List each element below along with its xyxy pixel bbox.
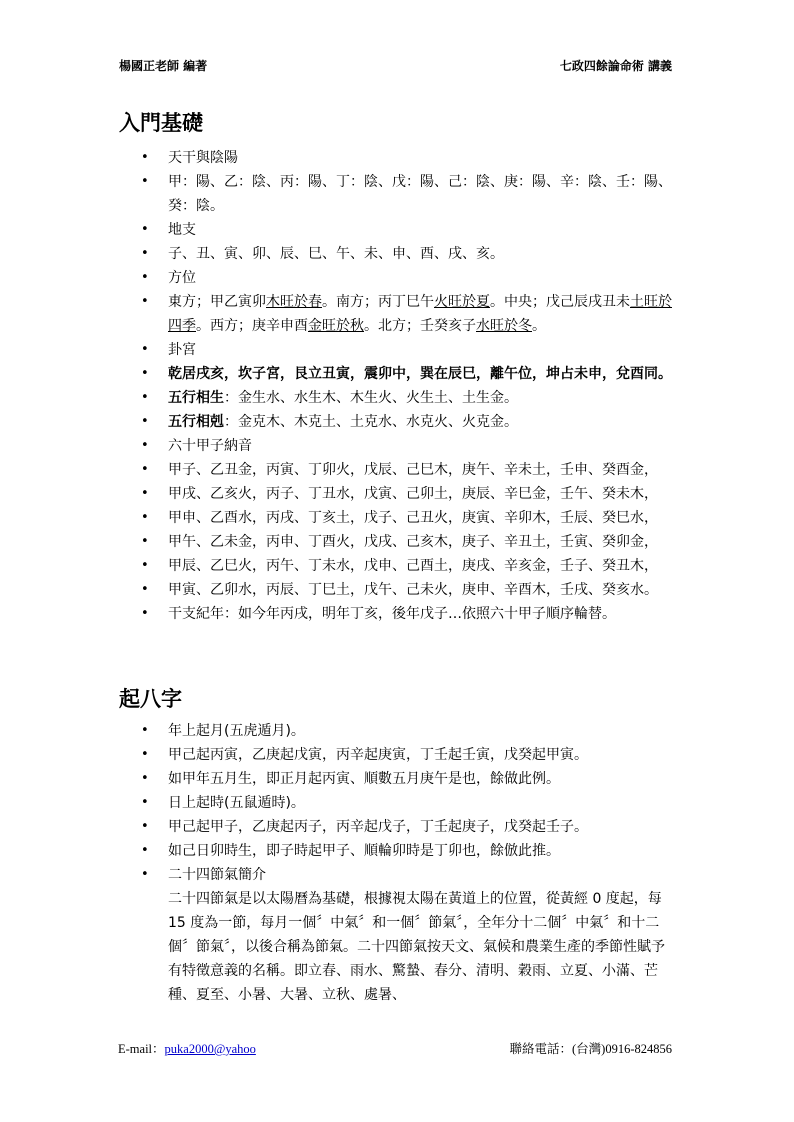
list-item bbox=[0, 743, 672, 767]
list-item bbox=[0, 767, 672, 791]
list-item bbox=[0, 410, 672, 434]
dizhi-text: 子、丑、寅、卯、辰、巳、午、未、申、酉、戌、亥。 bbox=[168, 246, 504, 262]
bullet-icon: • bbox=[141, 510, 149, 525]
fangwei-center-element: 土旺於四季 bbox=[168, 294, 672, 334]
list-item bbox=[0, 458, 672, 482]
email-link[interactable]: puka2000@yahoo bbox=[164, 1042, 256, 1056]
ganzhi-text: 干支紀年：如今年丙戌，明年丁亥，後年戊子…依照六十甲子順序輪替。 bbox=[168, 606, 616, 622]
bullet-icon: • bbox=[141, 342, 149, 357]
list-item bbox=[0, 362, 672, 386]
bullet-icon: • bbox=[141, 222, 149, 237]
fangwei-west: 。西方；庚辛申酉 bbox=[196, 318, 308, 334]
guagong-text: 乾居戌亥，坎子宮，艮立丑寅，震卯中，巽在辰巳，離午位，坤占未申，兌酉同。 bbox=[168, 366, 672, 382]
bullet-icon: • bbox=[141, 606, 149, 621]
bullet-icon: • bbox=[141, 390, 149, 405]
jieqi-text: 二十四節氣是以太陽曆為基礎，根據視太陽在黃道上的位置，從黃經 0 度起，每 15 度為一節，每月一個〞中氣〞和一個〞節氣〞，全年分十二個〞中氣〞和十二個〞節氣〞，以後合稱為節氣。二十四節氣按天文、氣候和農業生產的季節性賦予有特徵意義的名稱。即立春、雨水、驚蟄、春分、清明、穀雨、立夏、小滿、芒種、夏至、小暑、大暑、立秋、處暑、 bbox=[168, 891, 665, 1003]
list-item bbox=[0, 242, 672, 266]
list-item bbox=[0, 719, 672, 743]
xiangsheng-text: ：金生水、水生木、木生火、火生土、土生金。 bbox=[224, 390, 518, 406]
list-item bbox=[0, 506, 672, 530]
section-title-bazi: 起八字 bbox=[119, 687, 182, 711]
nayin-title: 六十甲子納音 bbox=[168, 438, 252, 454]
bullet-icon: • bbox=[141, 867, 149, 882]
bullet-icon: • bbox=[141, 174, 149, 189]
fangwei-south-element: 火旺於夏 bbox=[434, 294, 490, 310]
list-item bbox=[0, 815, 672, 839]
fangwei-west-element: 金旺於秋 bbox=[308, 318, 364, 334]
list-item bbox=[0, 863, 672, 887]
list-item bbox=[0, 266, 672, 290]
bullet-icon: • bbox=[141, 819, 149, 834]
bullet-icon: • bbox=[141, 246, 149, 261]
bazi-item-text: 如己日卯時生，即子時起甲子、順輪卯時是丁卯也，餘倣此推。 bbox=[168, 843, 560, 859]
list-item bbox=[0, 146, 672, 170]
section-title-basics: 入門基礎 bbox=[119, 111, 203, 135]
bullet-icon: • bbox=[141, 150, 149, 165]
bazi-item-text: 日上起時(五鼠遁時)。 bbox=[168, 795, 305, 811]
footer-phone: 聯絡電話：(台灣)0916-824856 bbox=[509, 1042, 672, 1056]
footer-email bbox=[118, 1039, 323, 1057]
bullet-icon: • bbox=[141, 462, 149, 477]
list-item bbox=[0, 338, 672, 362]
email-label: E-mail： bbox=[118, 1042, 165, 1056]
bullet-icon: • bbox=[141, 486, 149, 501]
fangwei-center: 。中央；戊己辰戌丑未 bbox=[490, 294, 630, 310]
bullet-icon: • bbox=[141, 582, 149, 597]
bullet-icon: • bbox=[141, 294, 149, 309]
list-item bbox=[0, 482, 672, 506]
nayin-line: 甲戌、乙亥火，丙子、丁丑水，戊寅、己卯土，庚辰、辛巳金，壬午、癸未木， bbox=[168, 486, 658, 502]
bazi-item-text: 年上起月(五虎遁月)。 bbox=[168, 723, 305, 739]
fangwei-east: 東方；甲乙寅卯 bbox=[168, 294, 266, 310]
list-item bbox=[0, 554, 672, 578]
xiangsheng-label: 五行相生 bbox=[168, 390, 224, 406]
bazi-item-text: 甲己起甲子，乙庚起丙子，丙辛起戊子，丁壬起庚子，戊癸起壬子。 bbox=[168, 819, 588, 835]
basics-list bbox=[0, 146, 672, 626]
bullet-icon: • bbox=[141, 795, 149, 810]
list-item bbox=[0, 578, 672, 602]
header-author: 楊國正老師 編著 bbox=[119, 59, 208, 73]
nayin-line: 甲申、乙酉水，丙戌、丁亥土，戊子、己丑火，庚寅、辛卯木，壬辰、癸巳水， bbox=[168, 510, 658, 526]
bullet-icon: • bbox=[141, 366, 149, 381]
list-item bbox=[0, 434, 672, 458]
bazi-list bbox=[0, 719, 672, 1007]
bullet-icon: • bbox=[141, 723, 149, 738]
bullet-icon: • bbox=[141, 270, 149, 285]
xiangke-text: ：金克木、木克土、土克水、水克火、火克金。 bbox=[224, 414, 518, 430]
tiangan-text: 甲：陽、乙：陰、丙：陽、丁：陰、戊：陽、己：陰、庚：陽、辛：陰、壬：陽、癸：陰。 bbox=[168, 174, 672, 214]
bullet-icon: • bbox=[141, 843, 149, 858]
nayin-line: 甲子、乙丑金，丙寅、丁卯火，戊辰、己巳木，庚午、辛未土，壬申、癸酉金， bbox=[168, 462, 658, 478]
dizhi-title: 地支 bbox=[168, 222, 196, 238]
bullet-icon: • bbox=[141, 534, 149, 549]
xiangke-label: 五行相剋 bbox=[168, 414, 224, 430]
fangwei-title: 方位 bbox=[168, 270, 196, 286]
jieqi-title: 二十四節氣簡介 bbox=[168, 867, 266, 883]
list-item bbox=[0, 290, 672, 338]
bullet-icon: • bbox=[141, 747, 149, 762]
bullet-icon: • bbox=[141, 438, 149, 453]
nayin-line: 甲寅、乙卯水，丙辰、丁巳土，戊午、己未火，庚申、辛酉木，壬戌、癸亥水。 bbox=[168, 582, 658, 598]
bullet-icon: • bbox=[141, 414, 149, 429]
nayin-line: 甲辰、乙巳火，丙午、丁未水，戊申、己酉土，庚戌、辛亥金，壬子、癸丑木， bbox=[168, 558, 658, 574]
header-course-title: 七政四餘論命術 講義 bbox=[559, 59, 672, 73]
nayin-line: 甲午、乙未金，丙申、丁酉火，戊戌、己亥木，庚子、辛丑土，壬寅、癸卯金， bbox=[168, 534, 658, 550]
list-item bbox=[0, 791, 672, 815]
bullet-icon: • bbox=[141, 558, 149, 573]
fangwei-end: 。 bbox=[532, 318, 546, 334]
bazi-item-text: 甲己起丙寅，乙庚起戊寅，丙辛起庚寅，丁壬起壬寅，戊癸起甲寅。 bbox=[168, 747, 588, 763]
fangwei-north-element: 水旺於冬 bbox=[476, 318, 532, 334]
fangwei-east-element: 木旺於春 bbox=[266, 294, 322, 310]
bazi-item-text: 如甲年五月生，即正月起丙寅、順數五月庚午是也，餘做此例。 bbox=[168, 771, 560, 787]
guagong-title: 卦宮 bbox=[168, 342, 196, 358]
list-item bbox=[0, 170, 672, 218]
list-item bbox=[0, 839, 672, 863]
jieqi-paragraph bbox=[0, 887, 672, 1007]
fangwei-north: 。北方；壬癸亥子 bbox=[364, 318, 476, 334]
list-item bbox=[0, 386, 672, 410]
list-item bbox=[0, 602, 672, 626]
fangwei-south: 。南方；丙丁巳午 bbox=[322, 294, 434, 310]
list-item bbox=[0, 530, 672, 554]
list-item bbox=[0, 218, 672, 242]
tiangan-title: 天干與陰陽 bbox=[168, 150, 238, 166]
bullet-icon: • bbox=[141, 771, 149, 786]
